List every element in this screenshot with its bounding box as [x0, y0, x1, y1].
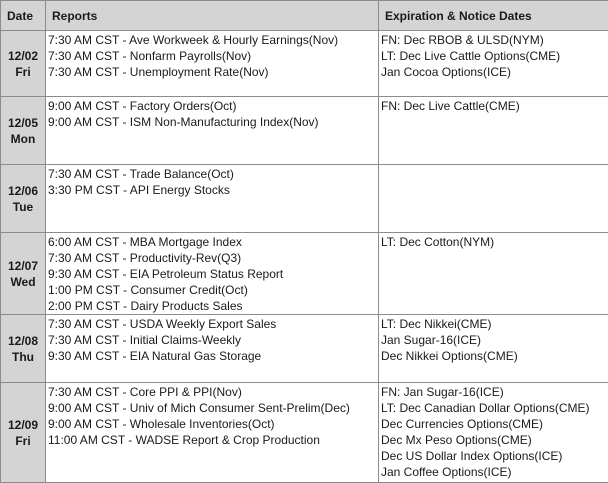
reports-cell	[46, 233, 379, 315]
expiration-item: Dec Mx Peso Options(CME)	[381, 432, 608, 448]
expiration-cell	[379, 315, 608, 383]
date-column-header: Date	[1, 1, 46, 31]
report-item: 7:30 AM CST - Initial Claims-Weekly	[48, 332, 378, 348]
expiration-item: FN: Dec Live Cattle(CME)	[381, 98, 608, 114]
date-value: 12/05	[1, 115, 45, 131]
date-cell	[1, 165, 46, 233]
date-cell	[1, 383, 46, 483]
reports-cell	[46, 165, 379, 233]
report-item: 6:00 AM CST - MBA Mortgage Index	[48, 234, 378, 250]
report-item: 1:00 PM CST - Consumer Credit(Oct)	[48, 282, 378, 298]
date-value: 12/08	[1, 333, 45, 349]
report-item: 7:30 AM CST - Core PPI & PPI(Nov)	[48, 384, 378, 400]
expiration-item: Jan Cocoa Options(ICE)	[381, 64, 608, 80]
date-value: 12/09	[1, 417, 45, 433]
expiration-cell	[379, 233, 608, 315]
expiration-item: FN: Jan Sugar-16(ICE)	[381, 384, 608, 400]
expiration-cell	[379, 383, 608, 483]
table-row	[1, 383, 608, 483]
expiration-cell	[379, 97, 608, 165]
report-item: 9:30 AM CST - EIA Petroleum Status Report	[48, 266, 378, 282]
date-cell	[1, 31, 46, 97]
expiration-item: Dec Nikkei Options(CME)	[381, 348, 608, 364]
date-value: 12/02	[1, 48, 45, 64]
expiration-item: LT: Dec Nikkei(CME)	[381, 316, 608, 332]
report-item: 7:30 AM CST - Productivity-Rev(Q3)	[48, 250, 378, 266]
day-value: Tue	[1, 199, 45, 215]
report-item: 9:00 AM CST - ISM Non-Manufacturing Index(Nov)	[48, 114, 378, 130]
expiration-cell	[379, 31, 608, 97]
expiration-item: Dec US Dollar Index Options(ICE)	[381, 448, 608, 464]
expiration-item: LT: Dec Canadian Dollar Options(CME)	[381, 400, 608, 416]
expiration-item: Dec Currencies Options(CME)	[381, 416, 608, 432]
report-item: 9:30 AM CST - EIA Natural Gas Storage	[48, 348, 378, 364]
report-item: 7:30 AM CST - USDA Weekly Export Sales	[48, 316, 378, 332]
day-value: Thu	[1, 349, 45, 365]
day-value: Fri	[1, 433, 45, 449]
table-row	[1, 165, 608, 233]
expiration-item: LT: Dec Cotton(NYM)	[381, 234, 608, 250]
table-row	[1, 315, 608, 383]
date-cell	[1, 233, 46, 315]
header-row	[1, 1, 608, 31]
reports-cell	[46, 315, 379, 383]
report-item: 9:00 AM CST - Factory Orders(Oct)	[48, 98, 378, 114]
report-item: 7:30 AM CST - Unemployment Rate(Nov)	[48, 64, 378, 80]
table-row	[1, 233, 608, 315]
report-item: 9:00 AM CST - Univ of Mich Consumer Sent-Prelim(Dec)	[48, 400, 378, 416]
expiration-column-header: Expiration & Notice Dates	[379, 1, 608, 31]
report-item: 7:30 AM CST - Trade Balance(Oct)	[48, 166, 378, 182]
expiration-item: LT: Dec Live Cattle Options(CME)	[381, 48, 608, 64]
day-value: Fri	[1, 64, 45, 80]
reports-cell	[46, 97, 379, 165]
report-item: 9:00 AM CST - Wholesale Inventories(Oct)	[48, 416, 378, 432]
table-row	[1, 97, 608, 165]
date-cell	[1, 97, 46, 165]
date-value: 12/07	[1, 258, 45, 274]
expiration-item: Jan Coffee Options(ICE)	[381, 464, 608, 480]
reports-column-header: Reports	[46, 1, 379, 31]
day-value: Wed	[1, 274, 45, 290]
report-item: 11:00 AM CST - WADSE Report & Crop Production	[48, 432, 378, 448]
table-row	[1, 31, 608, 97]
reports-cell	[46, 383, 379, 483]
expiration-item: FN: Dec RBOB & ULSD(NYM)	[381, 32, 608, 48]
report-item: 7:30 AM CST - Nonfarm Payrolls(Nov)	[48, 48, 378, 64]
report-item: 3:30 PM CST - API Energy Stocks	[48, 182, 378, 198]
date-value: 12/06	[1, 183, 45, 199]
reports-cell	[46, 31, 379, 97]
expiration-item: Jan Sugar-16(ICE)	[381, 332, 608, 348]
date-cell	[1, 315, 46, 383]
expiration-cell	[379, 165, 608, 233]
report-item: 2:00 PM CST - Dairy Products Sales	[48, 298, 378, 314]
day-value: Mon	[1, 131, 45, 147]
report-item: 7:30 AM CST - Ave Workweek & Hourly Earnings(Nov)	[48, 32, 378, 48]
